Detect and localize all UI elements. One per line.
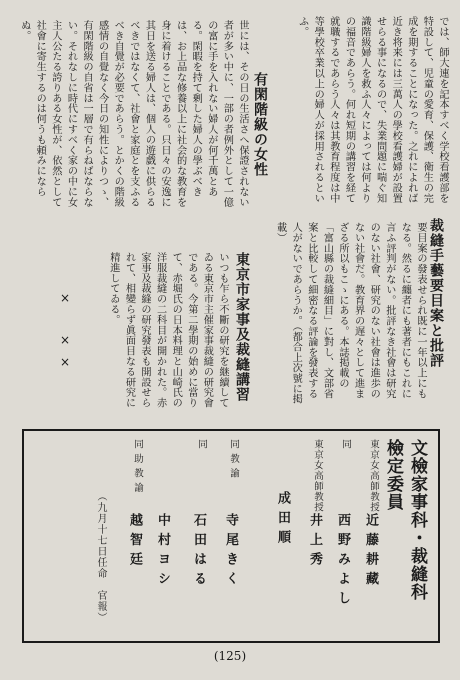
member-affiliation: 東京女高師教授 <box>368 439 379 513</box>
article-tail-text: では、師大連を記本すべく学校看護部を特設して、児童の愛育、保護、衛生の完成を期することになった。之れによれば近き将来には三萬人の學校看護婦が設置せらる事になるので、失業問題に喘ぐ知識階級婦人を救ふ人々によっては何よりの福音であらう。何れ短期の講習を経て就職するであらう人々は其教育程度は中等學校卒業以上の婦人が採用されるといふ。 <box>296 16 448 204</box>
appointment-note: （九月十七日任命 官報） <box>95 491 106 623</box>
page-number: (125) <box>213 649 247 663</box>
committee-box <box>22 429 440 643</box>
section3-text: いつも乍ら不斷の研究を継續してゐる東京市主催家事裁縫の研究會である。今第二學期の始めに當りて、赤堀氏の日本料理と山崎氏の洋服裁縫の二科目が開かれた。赤家事及裁縫の研究發表も開設せられて、相變らず眞面目なる研究に精進してゐる。 <box>107 252 228 408</box>
section3-heading: 東京市家事及裁縫講習 <box>234 252 250 402</box>
separator-mark: × <box>60 291 71 305</box>
member-affiliation: 同 教 諭 <box>228 439 239 479</box>
member-name: 西 野 み よ し <box>335 513 350 606</box>
member-name: 寺 尾 き く <box>223 513 238 586</box>
committee-title-line1: 文檢家事科・裁縫科 <box>407 439 427 601</box>
member-affiliation: 同 <box>340 439 351 450</box>
member-affiliation: 同 <box>196 439 207 450</box>
member-name: 井 上 秀 <box>307 513 322 567</box>
committee-title-line2: 檢定委員 <box>383 439 403 511</box>
section1-text: 世には、その日の生活さへ保證されない者が多い中に、一部の者例外として一億の富に手を入れない婦人が何千萬とある。閑暇を持て剰した婦人の學ぶべきは、お上品な修養以上に社会的な教育を身に着けることである。只日々の安逸に其日を送る婦人は、個人の遊戯に供らるべきではなくて、社會と家庭とを支ふるべき自覺が必要であらう。とかくの階級感情の自覺なく今日の知性によりつゝ、有閑階級の自省は一層で有らねばならない。それなしに時代にすべく家の中に女主人公たる誇りある女性が、依然として社會に寄生するのは何うも頼みにならぬ。 <box>18 20 248 208</box>
separator-mark: × <box>60 333 71 347</box>
member-name: 中 村 ヨ シ <box>155 513 170 586</box>
member-name: 越 智 廷 <box>127 513 142 567</box>
member-name: 成 田 順 <box>275 491 290 545</box>
separator-mark: × <box>60 355 71 369</box>
member-affiliation: 同 助 教 諭 <box>132 439 143 494</box>
member-name: 石 田 は る <box>191 513 206 586</box>
member-name: 近 藤 耕 藏 <box>363 513 378 586</box>
section2-text: 要目案の發表せられ既に一年以上にもなる。然るに纏者にも著者にもこれに言ふ評判がない。批評なき社會は研究のない社會、研究のない社會は進歩のない社會だ。教育界の遅々として進まざる所以もこゝにある。本誌掲載の「富山縣の裁縫細目」に對し、文部省案と比較して細密なる評論を發表する人がないであらうか。（都合上次號に掲載） <box>274 222 426 405</box>
section1-heading: 有閑階級の女性 <box>252 72 268 177</box>
member-affiliation: 東京女高師教授 <box>312 439 323 513</box>
section2-heading: 裁縫手藝要目案と批評 <box>428 218 444 368</box>
